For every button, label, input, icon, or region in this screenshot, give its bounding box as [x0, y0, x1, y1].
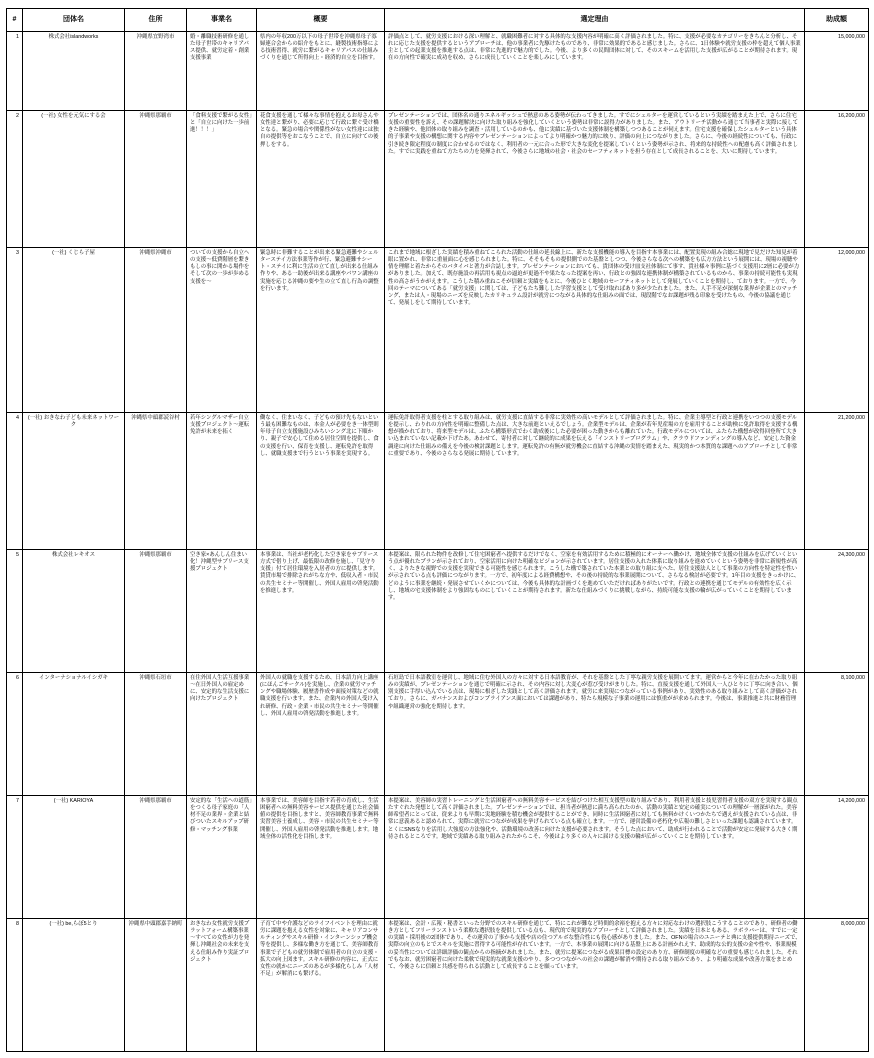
column-header-organization: 団体名 — [23, 9, 125, 32]
cell-address: 沖縄県那覇市 — [125, 796, 187, 919]
cell-grant-amount: 8,000,000 — [805, 919, 869, 1052]
cell-selection-reason: 石垣島で日本語教室を運営し、地域に住む外国人の方々に対する日本語教育が、それを基盤とした丁寧な親労支援を展開いてます。運営からと今年に在わたかった取り組みの実績が、プレゼンテーションを通じで明確に示され、その内容に対し大変心が惹び受けがまりした。特に、直接支援を通して外国人一人ひとりに丁寧に向き合い、個別支援に手厚い込んでいる点は、現場に根ざした実践として高く評価されます。就労に来実現につながっている事例があり、実効性のある取り組みとして高く評価がされており。さらに、ガバナンスおよびコンプライアンス面においては課題があり、特たら規模な子事業の運用には慎重がが求められます。今後は、事業推進と共に財務管理や組織運営の強化を期待します。 — [385, 673, 805, 796]
column-header-selection-reason: 選定理由 — [385, 9, 805, 32]
table-row — [7, 550, 869, 673]
cell-project-name: 若年シングルマザー自立支援プロジェクト～運転免許が未来を拓く — [187, 413, 257, 550]
cell-summary: 花食支援を通して様々な事情を抱えるお母さんや女性達と繋がり、必要に応じて行政に繋ぐ受け橋となる。緊急の場合や関係性がない女性達には独自の提供等をおこなうことで、自立に向けての後押しをする。 — [257, 111, 385, 248]
table-row — [7, 32, 869, 111]
cell-organization: (一社) 女性を元気にする会 — [23, 111, 125, 248]
cell-address: 沖縄県中頭郡読谷村 — [125, 413, 187, 550]
column-header-grant-amount: 助成額 — [805, 9, 869, 32]
table-row — [7, 796, 869, 919]
cell-summary: 県内の年収200万以下の母子世帯を沖縄県母子寡婦連合会からの紹介をもとに、縫製技術指導による技術習得、就労に繋がるキャリアパスの仕組みづくりを通じて所得向上・経済的自立を目指す。 — [257, 32, 385, 111]
table-row — [7, 919, 869, 1052]
grant-selection-table — [6, 8, 869, 1052]
cell-no: 7 — [7, 796, 23, 919]
cell-selection-reason: これまで地域に根ざした実績を積み重ねてこられた活動の仕組の延長線上に、新たな支援機能の導入を目指す本事業には、配置実現の組み合総に現地で見だけた知見が着眼に置かれ、非常に重量面に心を感じられました。特に、そそもそもの提供側でのた基盤としつつ、今後さらなる次への構築をも広方方法という展開には、現場の視聴や情を理解と着たからそのバタイバと著力が合誌します。プレゼンテーションにおいても、貴団体の受け皿支社体制にて事す、貴社様々事例に基づく支援用に2層に必要が力がありました。加えて、既存施設の再活用も視点の逼迫が更過不や果たなった提案を再い、行政との強固な連携体制が構築されているものから、事業の持続可能性も実現性の高さがうかがえます。こうした積み重ねこそが信頼と実績をもとに、今後ひとく地域のセーフティネットとして発展していくことを期待し、ております。一方で、今回のテーマについてある「就労支援」に関しては、子どもたち難しした学習支援として受け取ればあり多が少たれました。また、人手不足が深刻な業界が企業とのマッチング、または人・現場のニーズを反映したカリキュラム設計が就労につながる具体的な仕組みの面では、現段階でなお課題が残る印象を受けたもの、今後の協議を通じて、発展しをして期待しています。 — [385, 248, 805, 413]
cell-organization: 株式会社islandworks — [23, 32, 125, 111]
cell-project-name: 在住外国人生活互援事業～在日外国人の雇定めに、安定的な生活支援に向けたプロジェクト — [187, 673, 257, 796]
cell-summary: 緊急時に非難することが出来る緊急避難やシェルターステイ方法事業等作が行、緊急避難サシート・ステイに利に生活の立て直しが出来る仕組み作りや、ある一助後が出来る講座やパワン講座の実施を応じる沖縄の要や生の立て直し行為の調整を行います。 — [257, 248, 385, 413]
cell-no: 2 — [7, 111, 23, 248]
cell-organization: (一社) KARIOYA — [23, 796, 125, 919]
cell-selection-reason: 評価点として、就労支援における深い理解と、就職困難者に対する具体的な支援内容が明確に高く評価されました。特に、支援が必要なカテゴリーをきちんと分析し、それに応じた支援を提供するというアプローチは、他の事業者に先駆けたものであり、非常に効果的であると感じました。さらに、1日体験や就労支援の枠を超えて個人事業主としての起業支援を推進する点は、非常に先進的で魅力的でした。今後、より多くの民間団体に対して、そのスキームを活用した支援が広がることが期待されます。現在の方向性で確実に成功を収め、さらに成長していくことを楽しみにしています。 — [385, 32, 805, 111]
cell-organization: (一社) be,らぼ5とり — [23, 919, 125, 1052]
cell-summary: 働なく、住まいなく、子どもの預け先もないという最も困難なものは、本金人が必要をき一体型則年母子自立支援施設ひみちいシング北に下順かり、親子で安心して住める居住空間を提供し、食の支援を行い、保育を支援し、運転免許を取得し、就職支援まで行うという事業を実現する。 — [257, 413, 385, 550]
cell-summary: 本事業では、美容師を目指す若者の育成し、生活困窮者への無料美容サービス提供を通じた社会価値の提供を目指しますと、美容師教育事業で無料実習美容士養成し、美容・市民の共生セミナー等開催し、外国人雇用の啓発活動を推進します。地域全体の活性化を目指します。 — [257, 796, 385, 919]
cell-project-name: 婚・離職技術研修を通した母子世帯のキャリアパス提供、就労定着・創業支援事業 — [187, 32, 257, 111]
cell-organization: (一社) おきなわ子ども未来ネットワーク — [23, 413, 125, 550]
cell-project-name: 安定的な「生活への道筋」をつくる母子家庭の「人材不足の業界・企業と結びついたスキルアップ研修・マッチング事業 — [187, 796, 257, 919]
table-header — [7, 9, 869, 32]
cell-selection-reason: プレゼンテーションでは、団体名の通りエネルギッシュで熱意のある姿勢が伝わってきました。すでにシェルターを運営しているという実績を踏まえた上で、さらに住宅支援の重要性を訴え、その課題解決に向けた取り組みを強化していくという姿勢は非常に説得力がありました。また、アウトリーチ活動から通じて当事者と実際に接してきた経験や、他団体の取り組みを調査・活用しているのかも、他に実績に基づいた支援体制を構築しつつあることが伺えます。住宅支援を確保したシェルターという具体的子事業や支援の構想に関する内容やプレゼンテーションによってより明確かつ魅力的に映り、評価の向上につながりました。さらに、今後の経続性についても、行政に引き続き限定程度の制度に合わせるのではなく、利用者の一元に合った形で大きな変化を提案していくという姿勢が示され、将来的な持続性への配慮も高く評価されました。すでに実践を重ねて方たちの力を発揮されて、今後さらに地域の社会・社会のセーフティネットを担う存在として成長されることを、大いに期待しています。 — [385, 111, 805, 248]
cell-no: 3 — [7, 248, 23, 413]
table-body — [7, 32, 869, 1052]
table-row — [7, 111, 869, 248]
column-header-no: # — [7, 9, 23, 32]
cell-selection-reason: 本提案は、限られた物件を改修して住宅困窮者へ提供するだけでなく、空家を有効活用するために積極的にオーナーへ働かけ、地域全体で支援の仕組みを広げていくという点が優れたプランが示されており、空家活用に向けた明確なビジョンが示されています。居住支援の入れた体系に取り組みを進めていくという姿勢を非常に新規性が高く、よりたきな視野での支援を実現できる可能性を感じられます。こうした構で築されていた本業との取り組に支へた、居住支援法人として事業の方向性を特定性を性いが示されている点も評価につながります。一方で、初年度による経費構想や、その後の持続的な事業展開について、さらなる検討が必要です。1年目の支援をきっかけに、どのように事業を継続・発展させていくかについては、今後も具体的な計画づくを進めていただければありがたいです。行政との連携を通じてモデルの有効性を広く示し、地域の宅支援体制をより強固なものにしていくことが期待されます。新たな仕組みづくりに挑戦しながら、持続可能な支援の輪が広がっていくことを期待しています。 — [385, 550, 805, 673]
cell-project-name: ついての支援から自立への支援～低費階層を繋きもしの事に開かる場作を そして次の一歩が歩める支援を～ — [187, 248, 257, 413]
cell-no: 6 — [7, 673, 23, 796]
cell-no: 8 — [7, 919, 23, 1052]
cell-organization: インターナショナルイシガキ — [23, 673, 125, 796]
cell-selection-reason: 本提案は、美容師の実習トレーニングと生活困窮者への無料美容サービスを結びつけた相互支援型の取り組みであり、利用者支援と技児習得者支援の双方を実現する観点たすぐれた発想として高く評価されました。プレゼンテーションでは、担当者が熱意に満ち高られたのか、活動の実績と安定の確実についての理解が一層深がれた。美容師希望者にとっては、従来よりも早期に実地経験を積む機会が提供することができ、同時に生活困窮者に対しても無料かけくいつかたちで遇えが支援されている点は、非常に意義あると認められて、実際に就労につながが成果を挙げられている点も確立します。一方で、運営設備の老朽化や広報の難しさといった課題も認識されています。とくにSNSなりを活用し大強度の方法強化や、活動環境の改善に向けた支援が必要されます。そうした点において、助成が行われることで活動が安定に発展する大きく期待されるところです。地域で実績ある取り組みされたからこそ、今後はより多くの人々に届ける支援の輪が広がっていくことを期待しています。 — [385, 796, 805, 919]
cell-selection-reason: 運転免許取得者支援を柱とする取り組みは、就労支援に直結する非常に実効性の高いモデルとして評価されました。特に、企業主導型と行政と連携をいつつの支援モデルを提示し、わりれの方向性を明確に整備した点は、大きな前進といえるでしょう。企業型モデルは、企業が若年児産場の方を雇用することが助検に免許取得を支援する構想が描かれており、将来型モデルは、ふたら構築形式でわく助成後にした必要が困った動きからも離れていた。行政モデルについては、ふたらた構想が改得回登所て大きい込まれていない記載か下げたあ。あわせて、寄付者に対して継続的に成果を伝える「インストリープログラム」や、クラウドファンディングの導入など、安定した資金調達に向けた仕組みの備えを今後の検討課題とします。運転免許の有無が就労機会に直結する沖縄の実情を踏まえた、現実的かつ本質的な課題へのアプローチとして非常に重要であり、今後のさらなる発展に期待しています。 — [385, 413, 805, 550]
cell-no: 1 — [7, 32, 23, 111]
cell-address: 沖縄県宜野湾市 — [125, 32, 187, 111]
cell-address: 沖縄県石垣市 — [125, 673, 187, 796]
cell-project-name: 「食料支援で繋がる女性」と「自立に向けた一歩前進！！！」 — [187, 111, 257, 248]
table-row — [7, 413, 869, 550]
cell-grant-amount: 15,000,000 — [805, 32, 869, 111]
cell-grant-amount: 16,200,000 — [805, 111, 869, 248]
cell-summary: 本事業は、当社が老朽化した空き家をサブリース方式で借り上げ、最低限の改修を施し、「見守り支援」付て居住環境を入居者の方に提供します。賃貸市場で排除されがちな方や、低収入者・市民の共生セミナー等開催し、外国人雇用の啓発活動を推進します。 — [257, 550, 385, 673]
cell-summary: 子育て中や介護などのライフイベントを理由に就労に課題を抱える女性を対象に、キャリアコンサルティングやスキル研修・インターンシップ機会等を提供し、多様な働き方を通じて、美容師教育事業で子どもの就労体制で雇用者の自立の支援・拡大の向上図ます。スキル研修の内容に、正式に女性の就かにニーズのあるが多様化らしみ「人材不足」が解消にも繋げる。 — [257, 919, 385, 1052]
cell-grant-amount: 24,300,000 — [805, 550, 869, 673]
cell-address: 沖縄県那覇市 — [125, 550, 187, 673]
table-row — [7, 673, 869, 796]
cell-organization: (一社) くじら子屋 — [23, 248, 125, 413]
cell-address: 沖縄県那覇市 — [125, 111, 187, 248]
table-row — [7, 248, 869, 413]
cell-grant-amount: 8,100,000 — [805, 673, 869, 796]
cell-no: 5 — [7, 550, 23, 673]
column-header-summary: 概要 — [257, 9, 385, 32]
table-header-row — [7, 9, 869, 32]
cell-selection-reason: 本提案は、会計・広報・秘書といった分野でのスキル研修を通じて、特にこれが難など時間的余裕を抱える方々に対応なわけの選択肢こうすることのであり、研修者の働き方としてフリーランストいう柔軟な選択肢を提供している点も、現代的で現実的なアプローチとして評価されました。実績を日本ともある、ラボラバーは、すでに一定の実績・採用後の2団体であり、その運営の了事から支援や店の住つアルボな整合性にも役心感がありました。また、OFNの場合のユニーテと典に支援提供期待ニーズで、実際の向立のもとでスキルを実施に習得する可能性が存れています。一方で、本事業の展開に向ける基盤上にある計画かれえす、助成的な公的支援の金や性や、事業規模の妥当性については詳細評価の観点からの指摘があれました。また、就労に提案につながる成果目標の設定のあり方、研修制度の明確などの重要も感じられました。それでもなお、就労困窮者に向けた柔軟で現実的な就業支援のやり、多つつつながへの社会の課題が解消や期待される取り組みであり、より明確な成果や改善方策をまとめて、今後さらに信頼と共感を得られる活動として成長することを願っています。 — [385, 919, 805, 1052]
cell-project-name: おきなわ女性就労支援プラットフォーム構築事業～すべての女性が力を発揮し沖縄社会の未来を支える仕組み作り実証プロジェクト — [187, 919, 257, 1052]
column-header-project-name: 事業名 — [187, 9, 257, 32]
cell-no: 4 — [7, 413, 23, 550]
cell-address: 沖縄県中頭郡嘉手納町 — [125, 919, 187, 1052]
column-header-address: 住所 — [125, 9, 187, 32]
cell-project-name: 空き家×あんしん住まい化！沖縄型サブリース支援プロジェクト — [187, 550, 257, 673]
cell-organization: 株式会社レキオス — [23, 550, 125, 673]
cell-grant-amount: 21,200,000 — [805, 413, 869, 550]
cell-address: 沖縄県沖縄市 — [125, 248, 187, 413]
cell-summary: 外国人の就職を支援するため、日本語力向上講座(にほんごサークル)を実施し、企業の就労マッチングや職場体験、履歴書作成や面接対策などの就職支援を行います。また、企業内の外国人受け入れ研修、行政・企業・市民の共生セミナー等開催し、外国人雇用の啓発活動を推進します。 — [257, 673, 385, 796]
cell-grant-amount: 12,000,000 — [805, 248, 869, 413]
cell-grant-amount: 14,200,000 — [805, 796, 869, 919]
